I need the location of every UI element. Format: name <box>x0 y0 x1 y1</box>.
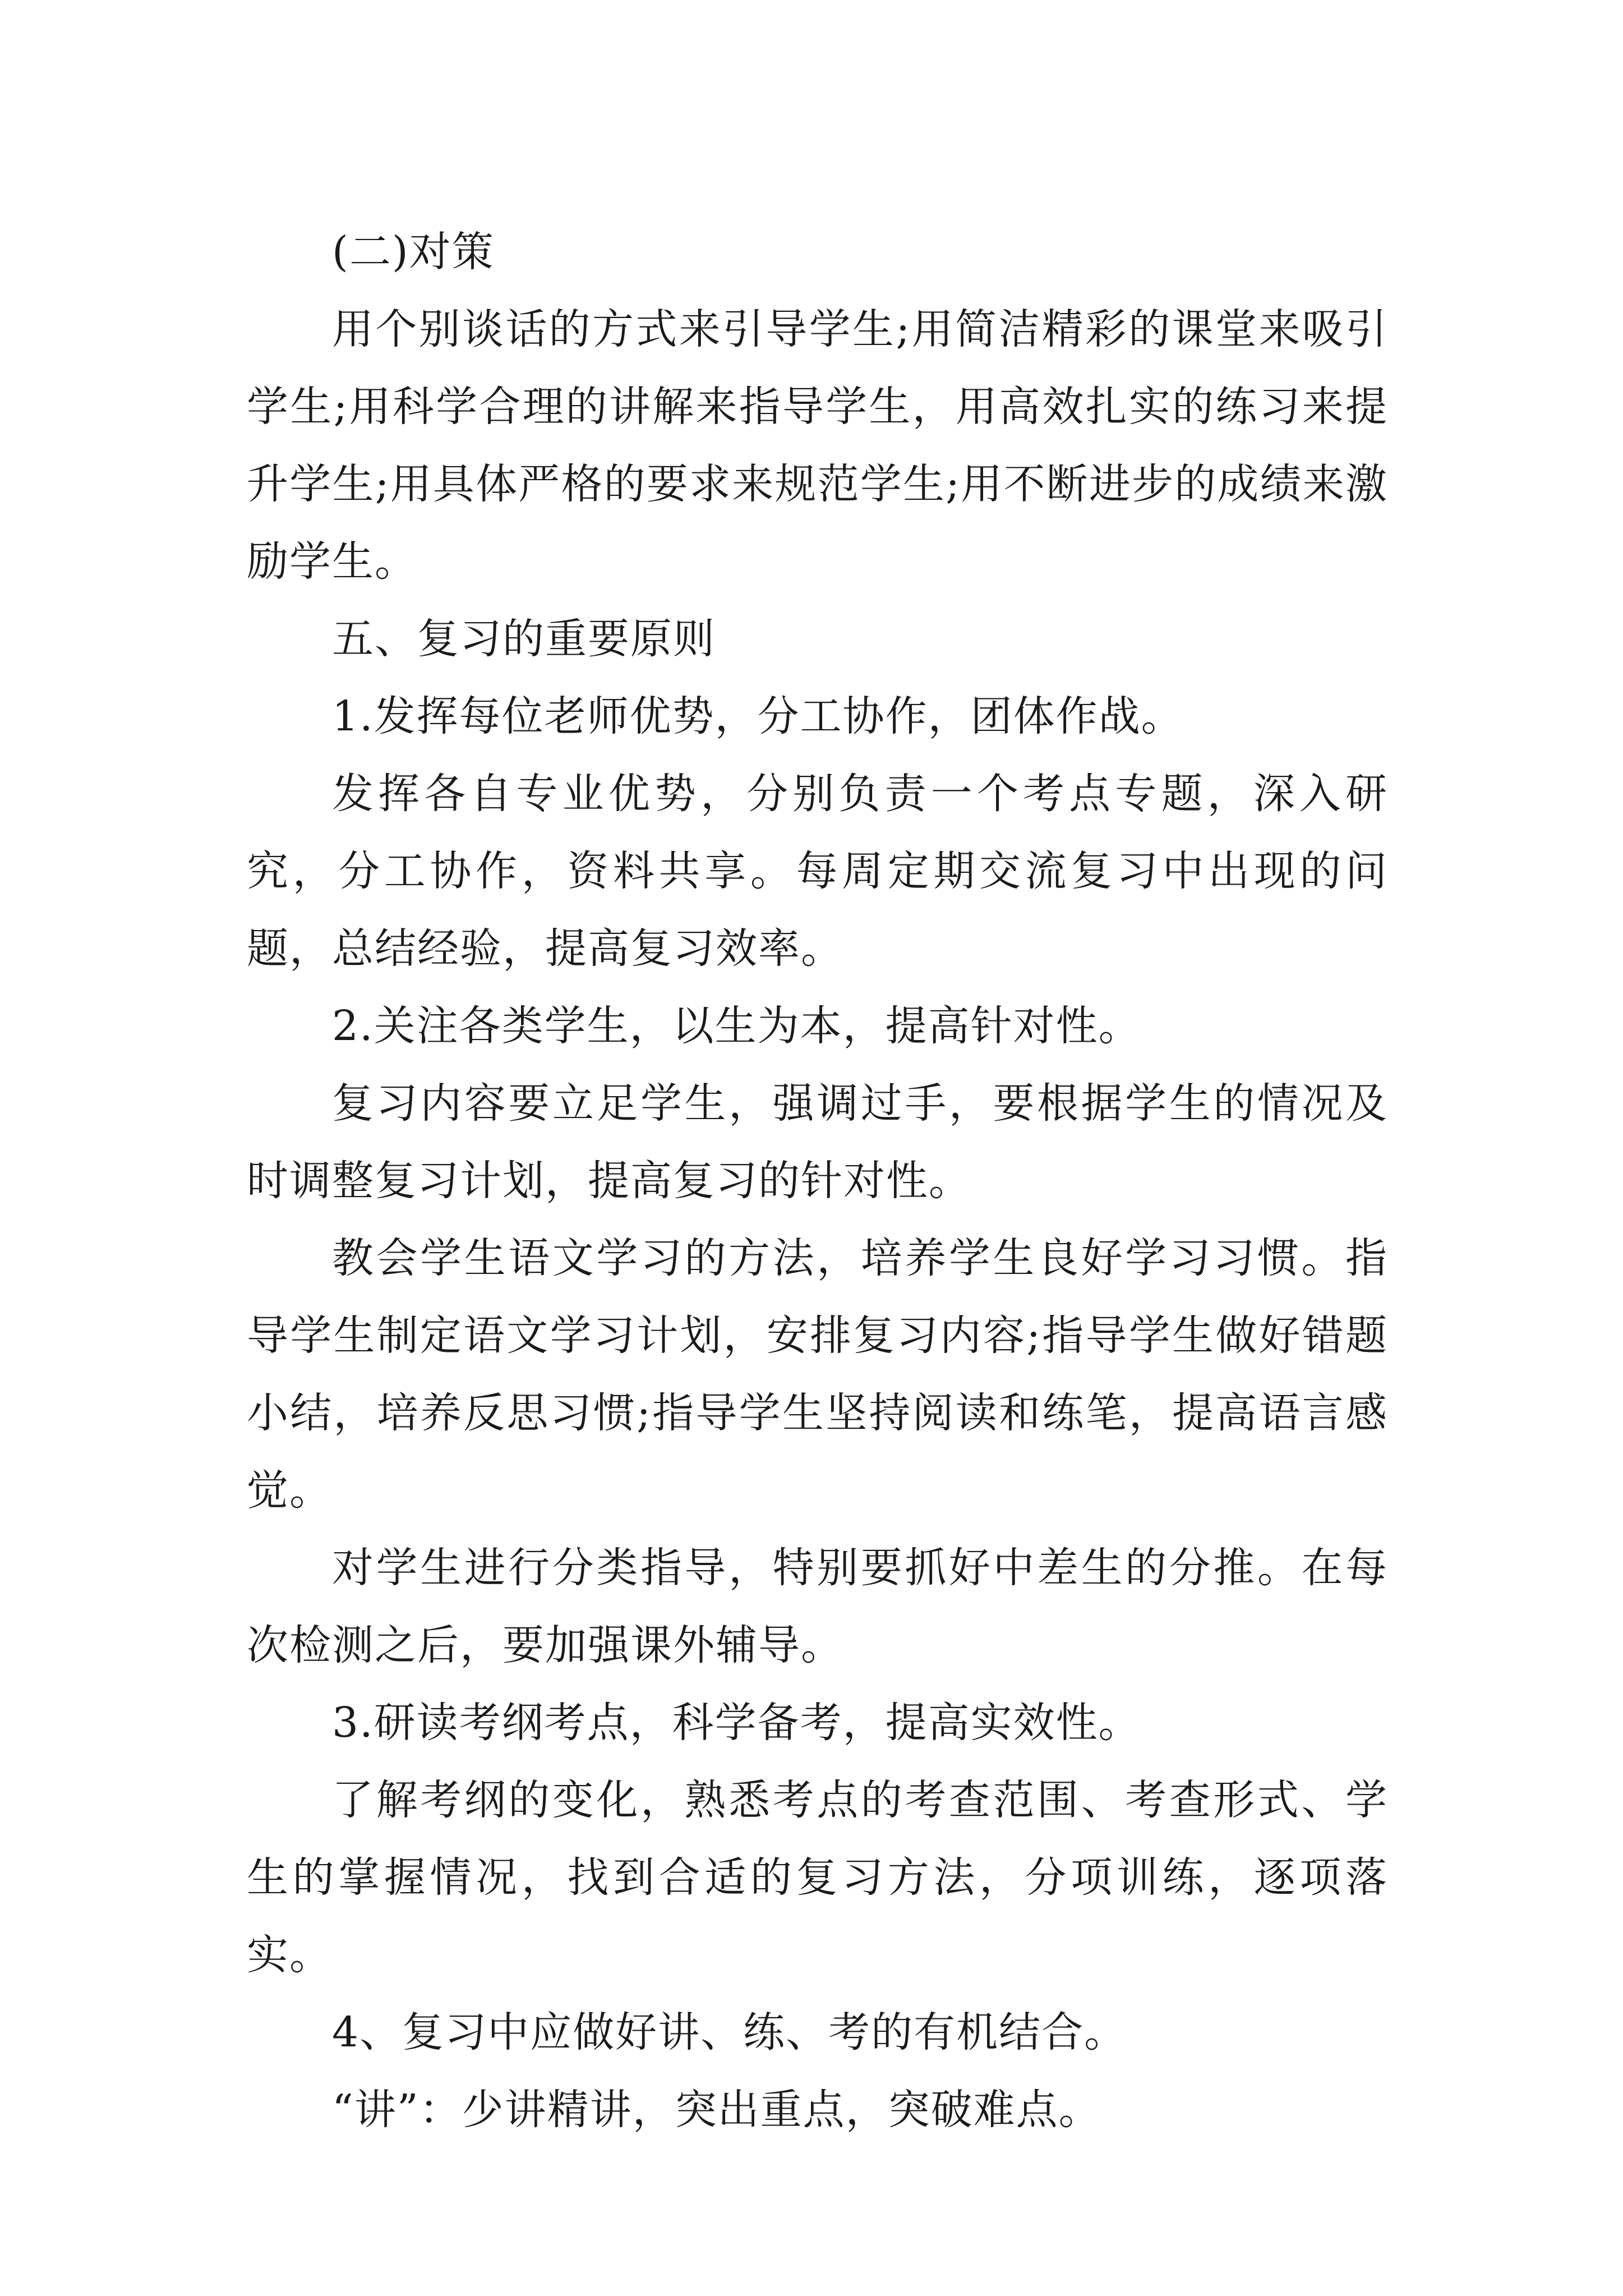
principle-2-paragraph-c: 对学生进行分类指导，特别要抓好中差生的分推。在每次检测之后，要加强课外辅导。 <box>247 1544 1388 1669</box>
principle-4-heading: 4、复习中应做好讲、练、考的有机结合。 <box>332 2008 1127 2056</box>
principle-1-heading: 1.发挥每位老师优势，分工协作，团体作战。 <box>332 692 1184 740</box>
principle-4-lecture-paragraph: “讲”：少讲精讲，突出重点，突破难点。 <box>332 2086 1101 2134</box>
principle-3-heading: 3.研读考纲考点，科学备考，提高实效性。 <box>332 1699 1141 1747</box>
section-heading-review-principles: 五、复习的重要原则 <box>332 615 716 663</box>
document-body <box>247 213 1388 2148</box>
principle-2-paragraph-a: 复习内容要立足学生，强调过手，要根据学生的情况及时调整复习计划，提高复习的针对性。 <box>247 1079 1388 1205</box>
principle-2-paragraph-b: 教会学生语文学习的方法，培养学生良好学习习惯。指导学生制定语文学习计划，安排复习内容;指导学生做好错题小结，培养反思习惯;指导学生坚持阅读和练笔，提高语言感觉。 <box>247 1234 1388 1515</box>
section-heading-countermeasures: (二)对策 <box>332 228 495 276</box>
principle-2-heading: 2.关注各类学生，以生为本，提高针对性。 <box>332 1002 1141 1050</box>
principle-1-paragraph: 发挥各自专业优势，分别负责一个考点专题，深入研究，分工协作，资料共享。每周定期交流复习中出现的问题，总结经验，提高复习效率。 <box>247 770 1388 973</box>
paragraph-countermeasures: 用个别谈话的方式来引导学生;用简洁精彩的课堂来吸引学生;用科学合理的讲解来指导学生，用高效扎实的练习来提升学生;用具体严格的要求来规范学生;用不断进步的成绩来激励学生。 <box>247 305 1388 586</box>
principle-3-paragraph: 了解考纲的变化，熟悉考点的考查范围、考查形式、学生的掌握情况，找到合适的复习方法，分项训练，逐项落实。 <box>247 1776 1388 1979</box>
